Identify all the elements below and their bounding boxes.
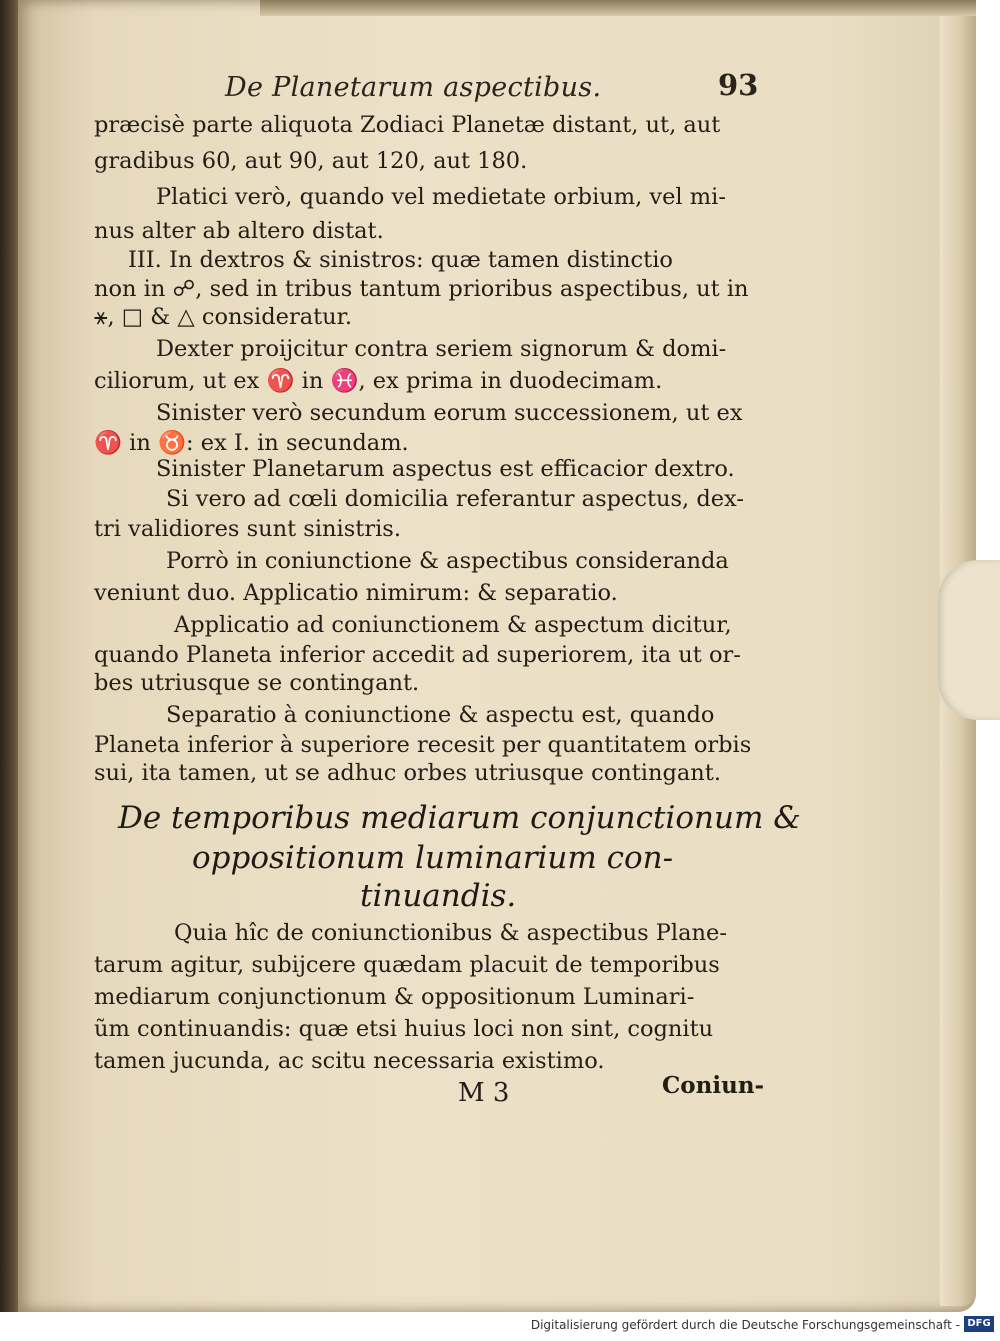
page-top-edge — [260, 0, 976, 16]
text-line: præcisè parte aliquota Zodiaci Planetæ distant, ut, aut — [94, 112, 721, 138]
text-line: mediarum conjunctionum & oppositionum Luminari- — [94, 984, 695, 1010]
signature-mark: M 3 — [458, 1078, 510, 1108]
text-line: Porrò in coniunctione & aspectibus consideranda — [166, 548, 729, 574]
catchword: Coniun- — [662, 1072, 765, 1099]
text-line: tamen jucunda, ac scitu necessaria existimo. — [94, 1048, 605, 1074]
running-head: De Planetarum aspectibus. — [225, 72, 602, 103]
text-line: sui, ita tamen, ut se adhuc orbes utriusque contingant. — [94, 760, 721, 786]
text-line: ⚹, □ & △ consideratur. — [94, 304, 353, 330]
section-heading-line: De temporibus mediarum conjunctionum & — [118, 800, 801, 836]
text-line: Sinister verò secundum eorum successionem, ut ex — [156, 400, 743, 426]
section-heading-line: tinuandis. — [360, 878, 517, 914]
text-line: tarum agitur, subijcere quædam placuit de temporibus — [94, 952, 720, 978]
text-line: tri validiores sunt sinistris. — [94, 516, 401, 542]
text-line: bes utriusque se contingant. — [94, 670, 420, 696]
text-line: ũm continuandis: quæ etsi huius loci non sint, cognitu — [94, 1016, 714, 1042]
text-line: ciliorum, ut ex ♈ in ♓, ex prima in duodecimam. — [94, 368, 663, 394]
text-line: Platici verò, quando vel medietate orbium, vel mi- — [156, 184, 726, 210]
clasp-shadow — [938, 560, 1000, 720]
text-line: nus alter ab altero distat. — [94, 218, 384, 244]
text-line: Quia hîc de coniunctionibus & aspectibus Plane- — [174, 920, 727, 946]
text-line: III. In dextros & sinistros: quæ tamen distinctio — [128, 247, 673, 273]
text-line: Si vero ad cœli domicilia referantur aspectus, dex- — [166, 486, 744, 512]
text-line: Dexter proijcitur contra seriem signorum & domi- — [156, 336, 727, 362]
dfg-logo: DFG — [964, 1316, 994, 1332]
text-line: veniunt duo. Applicatio nimirum: & separatio. — [94, 580, 618, 606]
text-line: Applicatio ad coniunctionem & aspectum dicitur, — [174, 612, 732, 638]
text-line: gradibus 60, aut 90, aut 120, aut 180. — [94, 148, 528, 174]
section-heading-line: oppositionum luminarium con- — [192, 840, 674, 876]
page-number: 93 — [718, 68, 759, 102]
text-line: quando Planeta inferior accedit ad superiorem, ita ut or- — [94, 642, 741, 668]
footer-credit: Digitalisierung gefördert durch die Deutsche Forschungsgemeinschaft - — [530, 1318, 960, 1332]
text-line: Planeta inferior à superiore recesit per quantitatem orbis — [94, 732, 752, 758]
text-line: ♈ in ♉: ex I. in secundam. — [94, 430, 409, 456]
text-line: Separatio à coniunctione & aspectu est, quando — [166, 702, 715, 728]
text-line: Sinister Planetarum aspectus est efficacior dextro. — [156, 456, 735, 482]
text-line: non in ☍, sed in tribus tantum prioribus aspectibus, ut in — [94, 276, 749, 302]
